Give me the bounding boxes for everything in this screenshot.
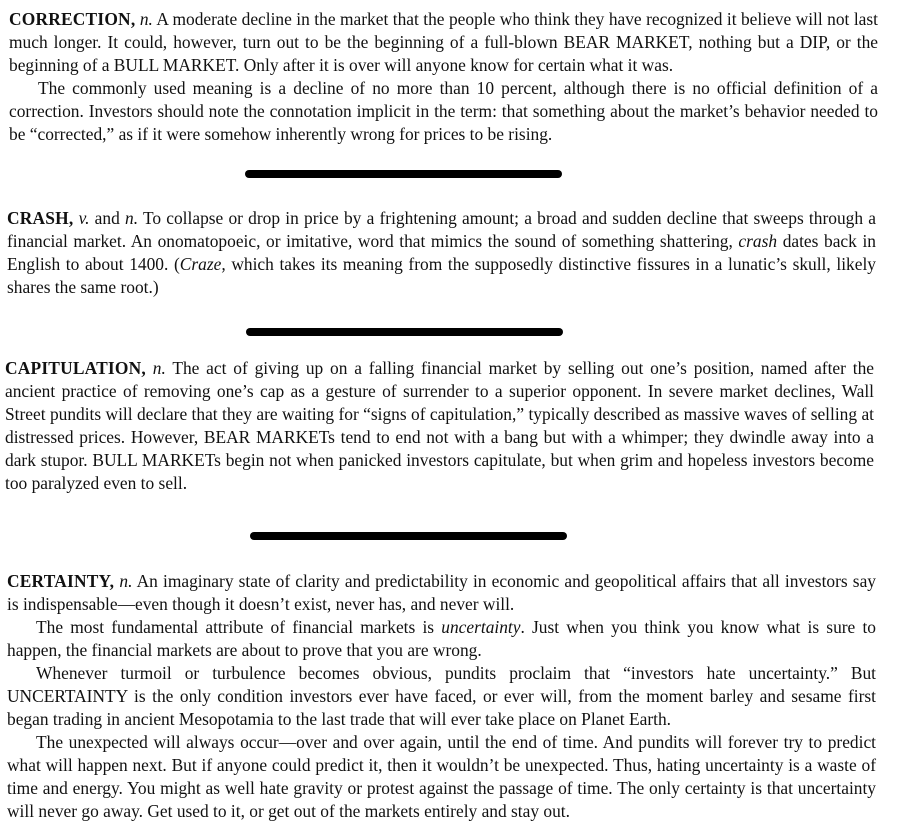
definition-paragraph	[7, 207, 876, 299]
definition-paragraph	[9, 8, 878, 77]
entry-capitulation	[5, 357, 874, 495]
definition-text: A moderate decline in the market that the people who think they have recognized it believe will not last much longer. It could, however, turn out to be the beginning of a full-blown BEAR MARKET, nothing but a DIP, or the beginning of a BULL MARKET. Only after it is over will anyone know for certain what it was.	[9, 9, 879, 75]
definition-text: To collapse or drop in price by a frightening amount; a broad and sudden decline that sweeps through a financial market. An onomatopoeic, or imitative, word that mimics the sound of something shattering,	[7, 208, 876, 251]
headword: CERTAINTY,	[7, 571, 115, 591]
entry-certainty	[7, 570, 876, 823]
definition-paragraph	[7, 662, 876, 731]
definition-paragraph	[7, 731, 876, 823]
part-of-speech: n.	[119, 571, 133, 591]
definition-paragraph	[9, 77, 878, 146]
section-divider	[250, 532, 567, 540]
definition-text: The most fundamental attribute of financial markets is	[36, 617, 435, 637]
definition-text: which takes its meaning from the supposedly distinctive fissures in a lunatic’s skull, likely shares the same root.)	[7, 254, 876, 297]
part-of-speech: n.	[152, 358, 166, 378]
italic-term: Craze,	[179, 254, 226, 274]
definition-text: . Just when you think you know what is sure to happen, the financial markets are about to prove that you are wrong.	[7, 617, 876, 660]
italic-term: crash	[738, 231, 778, 251]
definition-text: An imaginary state of clarity and predictability in economic and geopolitical affairs that all investors say is indispensable—even though it doesn’t exist, never has, and never will.	[7, 571, 876, 614]
definition-text: The unexpected will always occur—over and over again, until the end of time. And pundits will forever try to predict what will happen next. But if anyone could predict it, then it wouldn’t be unexpected. Thus, hating uncertainty is a waste of time and energy. You might as well hate gravity or protest against the passage of time. The only certainty is that uncertainty will never go away. Get used to it, or get out of the markets entirely and stay out.	[7, 732, 876, 821]
definition-text: The act of giving up on a falling financial market by selling out one’s position, named after the ancient practice of removing one’s cap as a gesture of surrender to a superior opponent. In severe market declines, Wall Street pundits will declare that they are waiting for “signs of capitulation,” typically described as massive waves of selling at distressed prices. However, BEAR MARKETs tend to end not with a bang but with a whimper; they dwindle away into a dark stupor. BULL MARKETs begin not when panicked investors capitulate, but when grim and hopeless investors become too paralyzed even to sell.	[5, 358, 874, 493]
entry-correction	[9, 8, 878, 146]
part-of-speech: v.	[78, 208, 90, 228]
italic-term: uncertainty	[441, 617, 521, 637]
definition-text: dates back in English to about 1400. (	[7, 231, 876, 274]
section-divider	[246, 328, 563, 336]
headword: CRASH,	[7, 208, 74, 228]
headword: CAPITULATION,	[5, 358, 146, 378]
definition-paragraph	[7, 616, 876, 662]
definition-paragraph	[5, 357, 874, 495]
headword: CORRECTION,	[9, 9, 136, 29]
definition-text: The commonly used meaning is a decline of no more than 10 percent, although there is no official definition of a correction. Investors should note the connotation implicit in the term: that something about the market’s behavior needed to be “corrected,” as if it were somehow inherently wrong for prices to be rising.	[9, 78, 878, 144]
part-of-speech: n.	[125, 208, 139, 228]
definition-text: Whenever turmoil or turbulence becomes obvious, pundits proclaim that “investors hate uncertainty.” But UNCERTAINTY is the only condition investors ever have faced, or ever will, from the moment barley and sesame first began trading in ancient Mesopotamia to the last trade that will ever take place on Planet Earth.	[7, 663, 876, 729]
section-divider	[245, 170, 562, 178]
entry-crash	[7, 207, 876, 299]
pos-joiner: and	[94, 208, 120, 228]
definition-paragraph	[7, 570, 876, 616]
part-of-speech: n.	[139, 9, 153, 29]
